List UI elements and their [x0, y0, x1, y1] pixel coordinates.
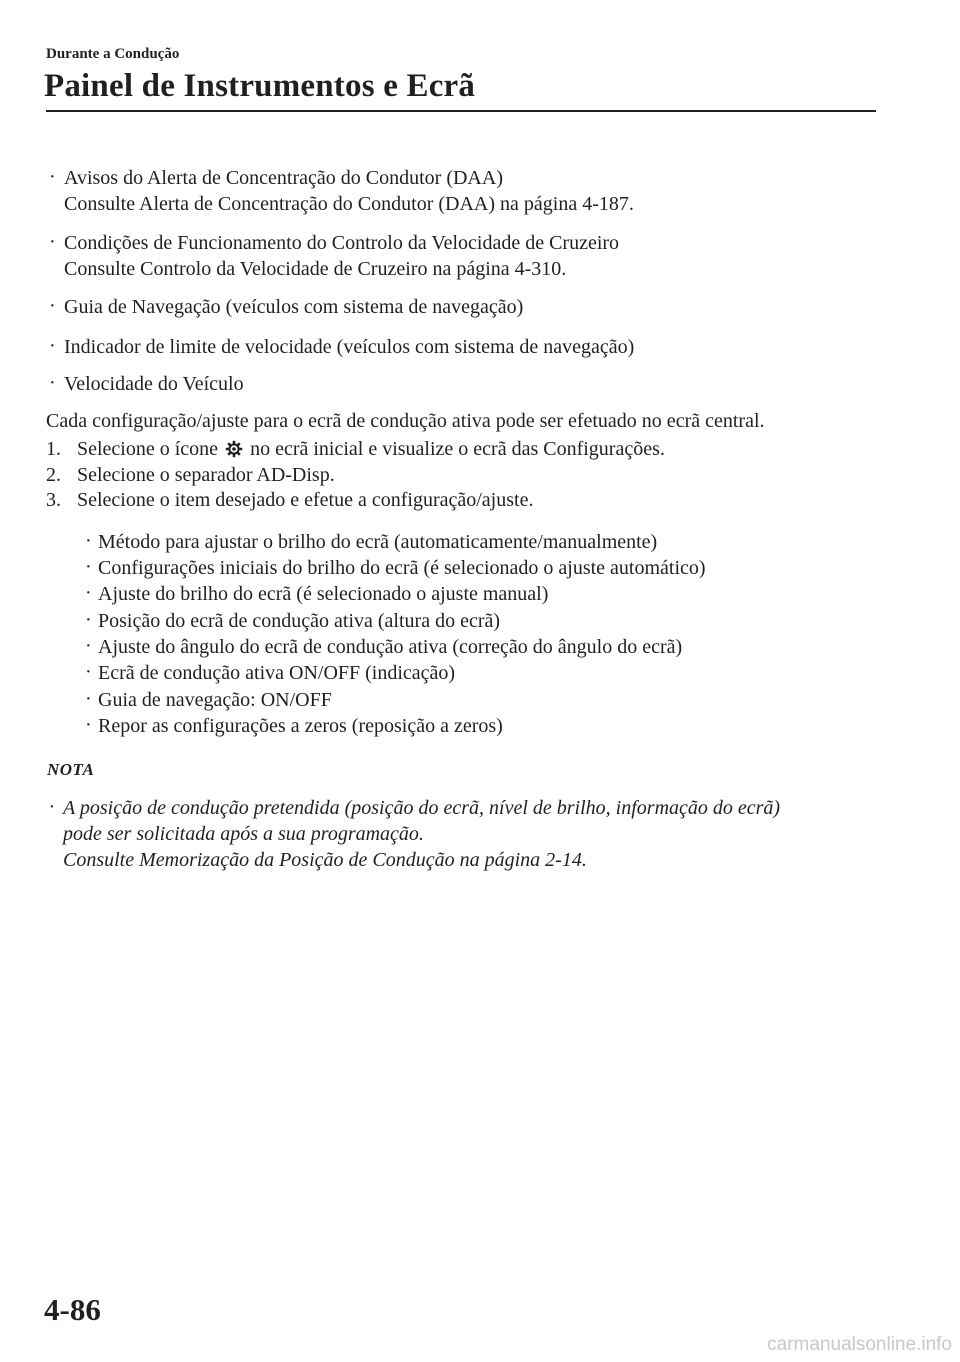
sub-bullet-brightness-adjust: Ajuste do brilho do ecrã (é selecionado o ajuste manual): [98, 583, 549, 605]
bullet-dot: ·: [85, 635, 92, 657]
section-label: Durante a Condução: [46, 46, 180, 62]
page-number: 4-86: [44, 1292, 101, 1327]
gear-icon: [225, 440, 243, 458]
watermark: carmanualsonline.info: [767, 1334, 952, 1355]
sub-bullet-display-on-off: Ecrã de condução ativa ON/OFF (indicação): [98, 662, 456, 684]
note-line: A posição de condução pretendida (posição do ecrã, nível de brilho, informação do ecrã): [63, 797, 781, 819]
bullet-dot: ·: [49, 231, 56, 253]
intro-paragraph: Cada configuração/ajuste para o ecrã de condução ativa pode ser efetuado no ecrã central.: [46, 410, 765, 432]
note-heading: NOTA: [47, 760, 95, 779]
title-divider: [46, 110, 876, 112]
sub-bullet-brightness-method: Método para ajustar o brilho do ecrã (automaticamente/manualmente): [98, 531, 658, 553]
bullet-dot: ·: [85, 582, 92, 604]
step-3: Selecione o item desejado e efetue a configuração/ajuste.: [77, 489, 534, 511]
bullet-dot: ·: [49, 335, 56, 357]
page-title: Painel de Instrumentos e Ecrã: [44, 68, 476, 104]
bullet-dot: ·: [85, 714, 92, 736]
step-2: Selecione o separador AD-Disp.: [77, 464, 335, 486]
bullet-dot: ·: [85, 530, 92, 552]
bullet-daa-reference: Consulte Alerta de Concentração do Condutor (DAA) na página 4-187.: [64, 193, 634, 215]
step-number: 1.: [46, 438, 61, 460]
step-number: 3.: [46, 489, 61, 511]
note-line: pode ser solicitada após a sua programação.: [63, 823, 424, 845]
note-reference: Consulte Memorização da Posição de Condução na página 2-14.: [63, 849, 587, 871]
sub-bullet-initial-brightness: Configurações iniciais do brilho do ecrã (é selecionado o ajuste automático): [98, 557, 706, 579]
bullet-dot: ·: [49, 372, 56, 394]
bullet-dot: ·: [85, 661, 92, 683]
bullet-dot: ·: [49, 166, 56, 188]
bullet-dot: ·: [49, 295, 56, 317]
bullet-cruise-conditions: Condições de Funcionamento do Controlo da Velocidade de Cruzeiro: [64, 232, 620, 254]
sub-bullet-reset-settings: Repor as configurações a zeros (reposição a zeros): [98, 715, 503, 737]
sub-bullet-display-angle: Ajuste do ângulo do ecrã de condução ativa (correção do ângulo do ecrã): [98, 636, 683, 658]
step-1: [77, 436, 665, 462]
bullet-dot: ·: [85, 556, 92, 578]
bullet-daa-warnings: Avisos do Alerta de Concentração do Condutor (DAA): [64, 167, 503, 189]
bullet-navigation-guide: Guia de Navegação (veículos com sistema de navegação): [64, 296, 524, 318]
sub-bullet-navigation-on-off: Guia de navegação: ON/OFF: [98, 689, 332, 711]
bullet-dot: ·: [85, 609, 92, 631]
bullet-vehicle-speed: Velocidade do Veículo: [64, 373, 244, 395]
bullet-dot: ·: [49, 796, 54, 818]
sub-bullet-display-position: Posição do ecrã de condução ativa (altura do ecrã): [98, 610, 501, 632]
bullet-cruise-reference: Consulte Controlo da Velocidade de Cruzeiro na página 4-310.: [64, 258, 567, 280]
bullet-speed-limit-indicator: Indicador de limite de velocidade (veículos com sistema de navegação): [64, 336, 635, 358]
step-1-text-after-icon: no ecrã inicial e visualize o ecrã das Configurações.: [250, 438, 665, 460]
step-1-text-before-icon: Selecione o ícone: [77, 438, 219, 460]
step-number: 2.: [46, 464, 61, 486]
bullet-dot: ·: [85, 688, 92, 710]
